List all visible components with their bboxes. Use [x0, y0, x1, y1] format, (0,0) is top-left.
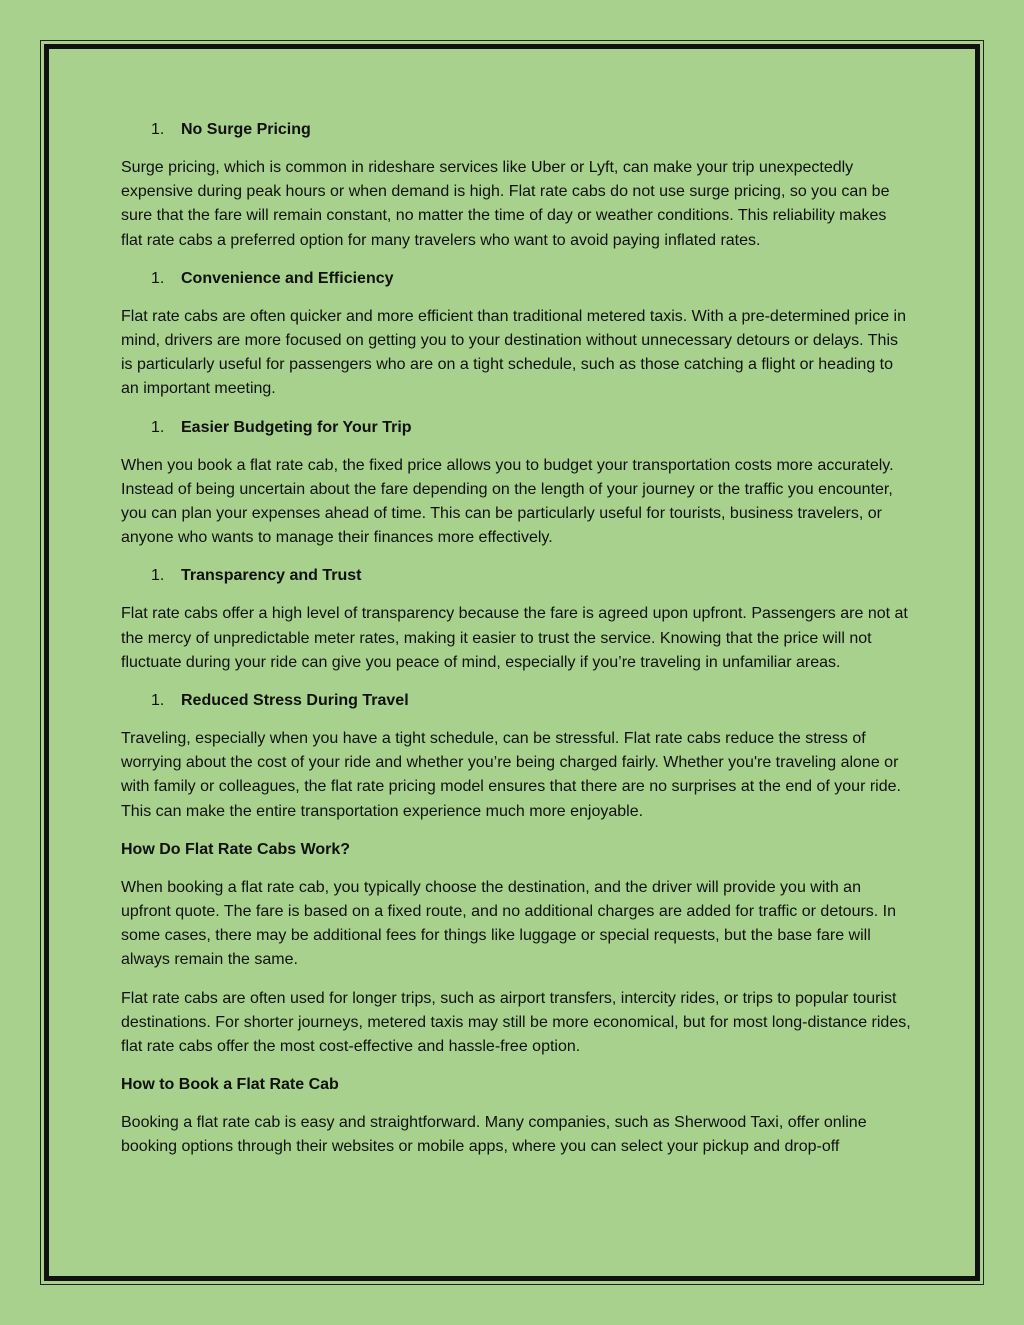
- how-to-book-paragraph: Booking a flat rate cab is easy and straightforward. Many companies, such as Sherwood Taxi, offer online booking options through their websites or mobile apps, where you can select your pickup and drop-off: [121, 1114, 867, 1156]
- section-title: Convenience and Efficiency: [181, 269, 394, 287]
- how-it-works-paragraph: When booking a flat rate cab, you typically choose the destination, and the driver will provide you with an upfront quote. The fare is based on a fixed route, and no additional charges are added for traffic or detours. In some cases, there may be additional fees for things like luggage or special requests, but the base fare will always remain the same.: [121, 878, 897, 969]
- section-heading: [121, 118, 911, 142]
- section-paragraph: When you book a flat rate cab, the fixed price allows you to budget your transportation costs more accurately. Instead of being uncertain about the fare depending on the length of your journey or the traffic you encounter, you can plan your expenses ahead of time. This can be particularly useful for tourists, business travelers, or anyone who wants to manage their finances more effectively.: [121, 456, 894, 547]
- section-title: No Surge Pricing: [181, 121, 311, 138]
- section-title: Transparency and Trust: [181, 567, 362, 585]
- section-title: Reduced Stress During Travel: [181, 692, 409, 710]
- document-content: [121, 118, 911, 1174]
- list-number: 1.: [151, 269, 165, 287]
- section-heading: [121, 267, 911, 291]
- section-title: Easier Budgeting for Your Trip: [181, 418, 412, 436]
- section-heading: [121, 689, 911, 713]
- list-number: 1.: [151, 418, 165, 436]
- section-paragraph: Traveling, especially when you have a tight schedule, can be stressful. Flat rate cabs reduce the stress of worrying about the cost of your ride and whether you’re being charged fairly. Whether you're traveling alone or with family or colleagues, the flat rate pricing model ensures that there are no surprises at the end of your ride. This can make the entire transportation experience much more enjoyable.: [121, 730, 901, 820]
- section-paragraph: Flat rate cabs are often quicker and more efficient than traditional metered taxis. With a pre-determined price in mind, drivers are more focused on getting you to your destination without unnecessary detours or delays. This is particularly useful for passengers who are on a tight schedule, such as those catching a flight or heading to an important meeting.: [121, 307, 906, 398]
- how-to-book-heading: How to Book a Flat Rate Cab: [121, 1076, 339, 1094]
- section-heading: [121, 564, 911, 588]
- how-it-works-paragraph: Flat rate cabs are often used for longer trips, such as airport transfers, intercity rides, or trips to popular tourist destinations. For shorter journeys, metered taxis may still be more economical, but for most long-distance rides, flat rate cabs offer the most cost-effective and hassle-free option.: [121, 989, 911, 1056]
- section-heading: [121, 416, 911, 440]
- section-paragraph: Surge pricing, which is common in rideshare services like Uber or Lyft, can make your trip unexpectedly expensive during peak hours or when demand is high. Flat rate cabs do not use surge pricing, so you can be sure that the fare will remain constant, no matter the time of day or weather conditions. This reliability makes flat rate cabs a preferred option for many travelers who want to avoid paying inflated rates.: [121, 159, 890, 249]
- section-paragraph: Flat rate cabs offer a high level of transparency because the fare is agreed upon upfront. Passengers are not at the mercy of unpredictable meter rates, making it easier to trust the service. Knowing that the price will not fluctuate during your ride can give you peace of mind, especially if you’re traveling in unfamiliar areas.: [121, 605, 908, 671]
- list-number: 1.: [151, 567, 165, 585]
- list-number: 1.: [151, 692, 165, 710]
- how-it-works-heading: How Do Flat Rate Cabs Work?: [121, 840, 351, 858]
- list-number: 1.: [151, 121, 165, 138]
